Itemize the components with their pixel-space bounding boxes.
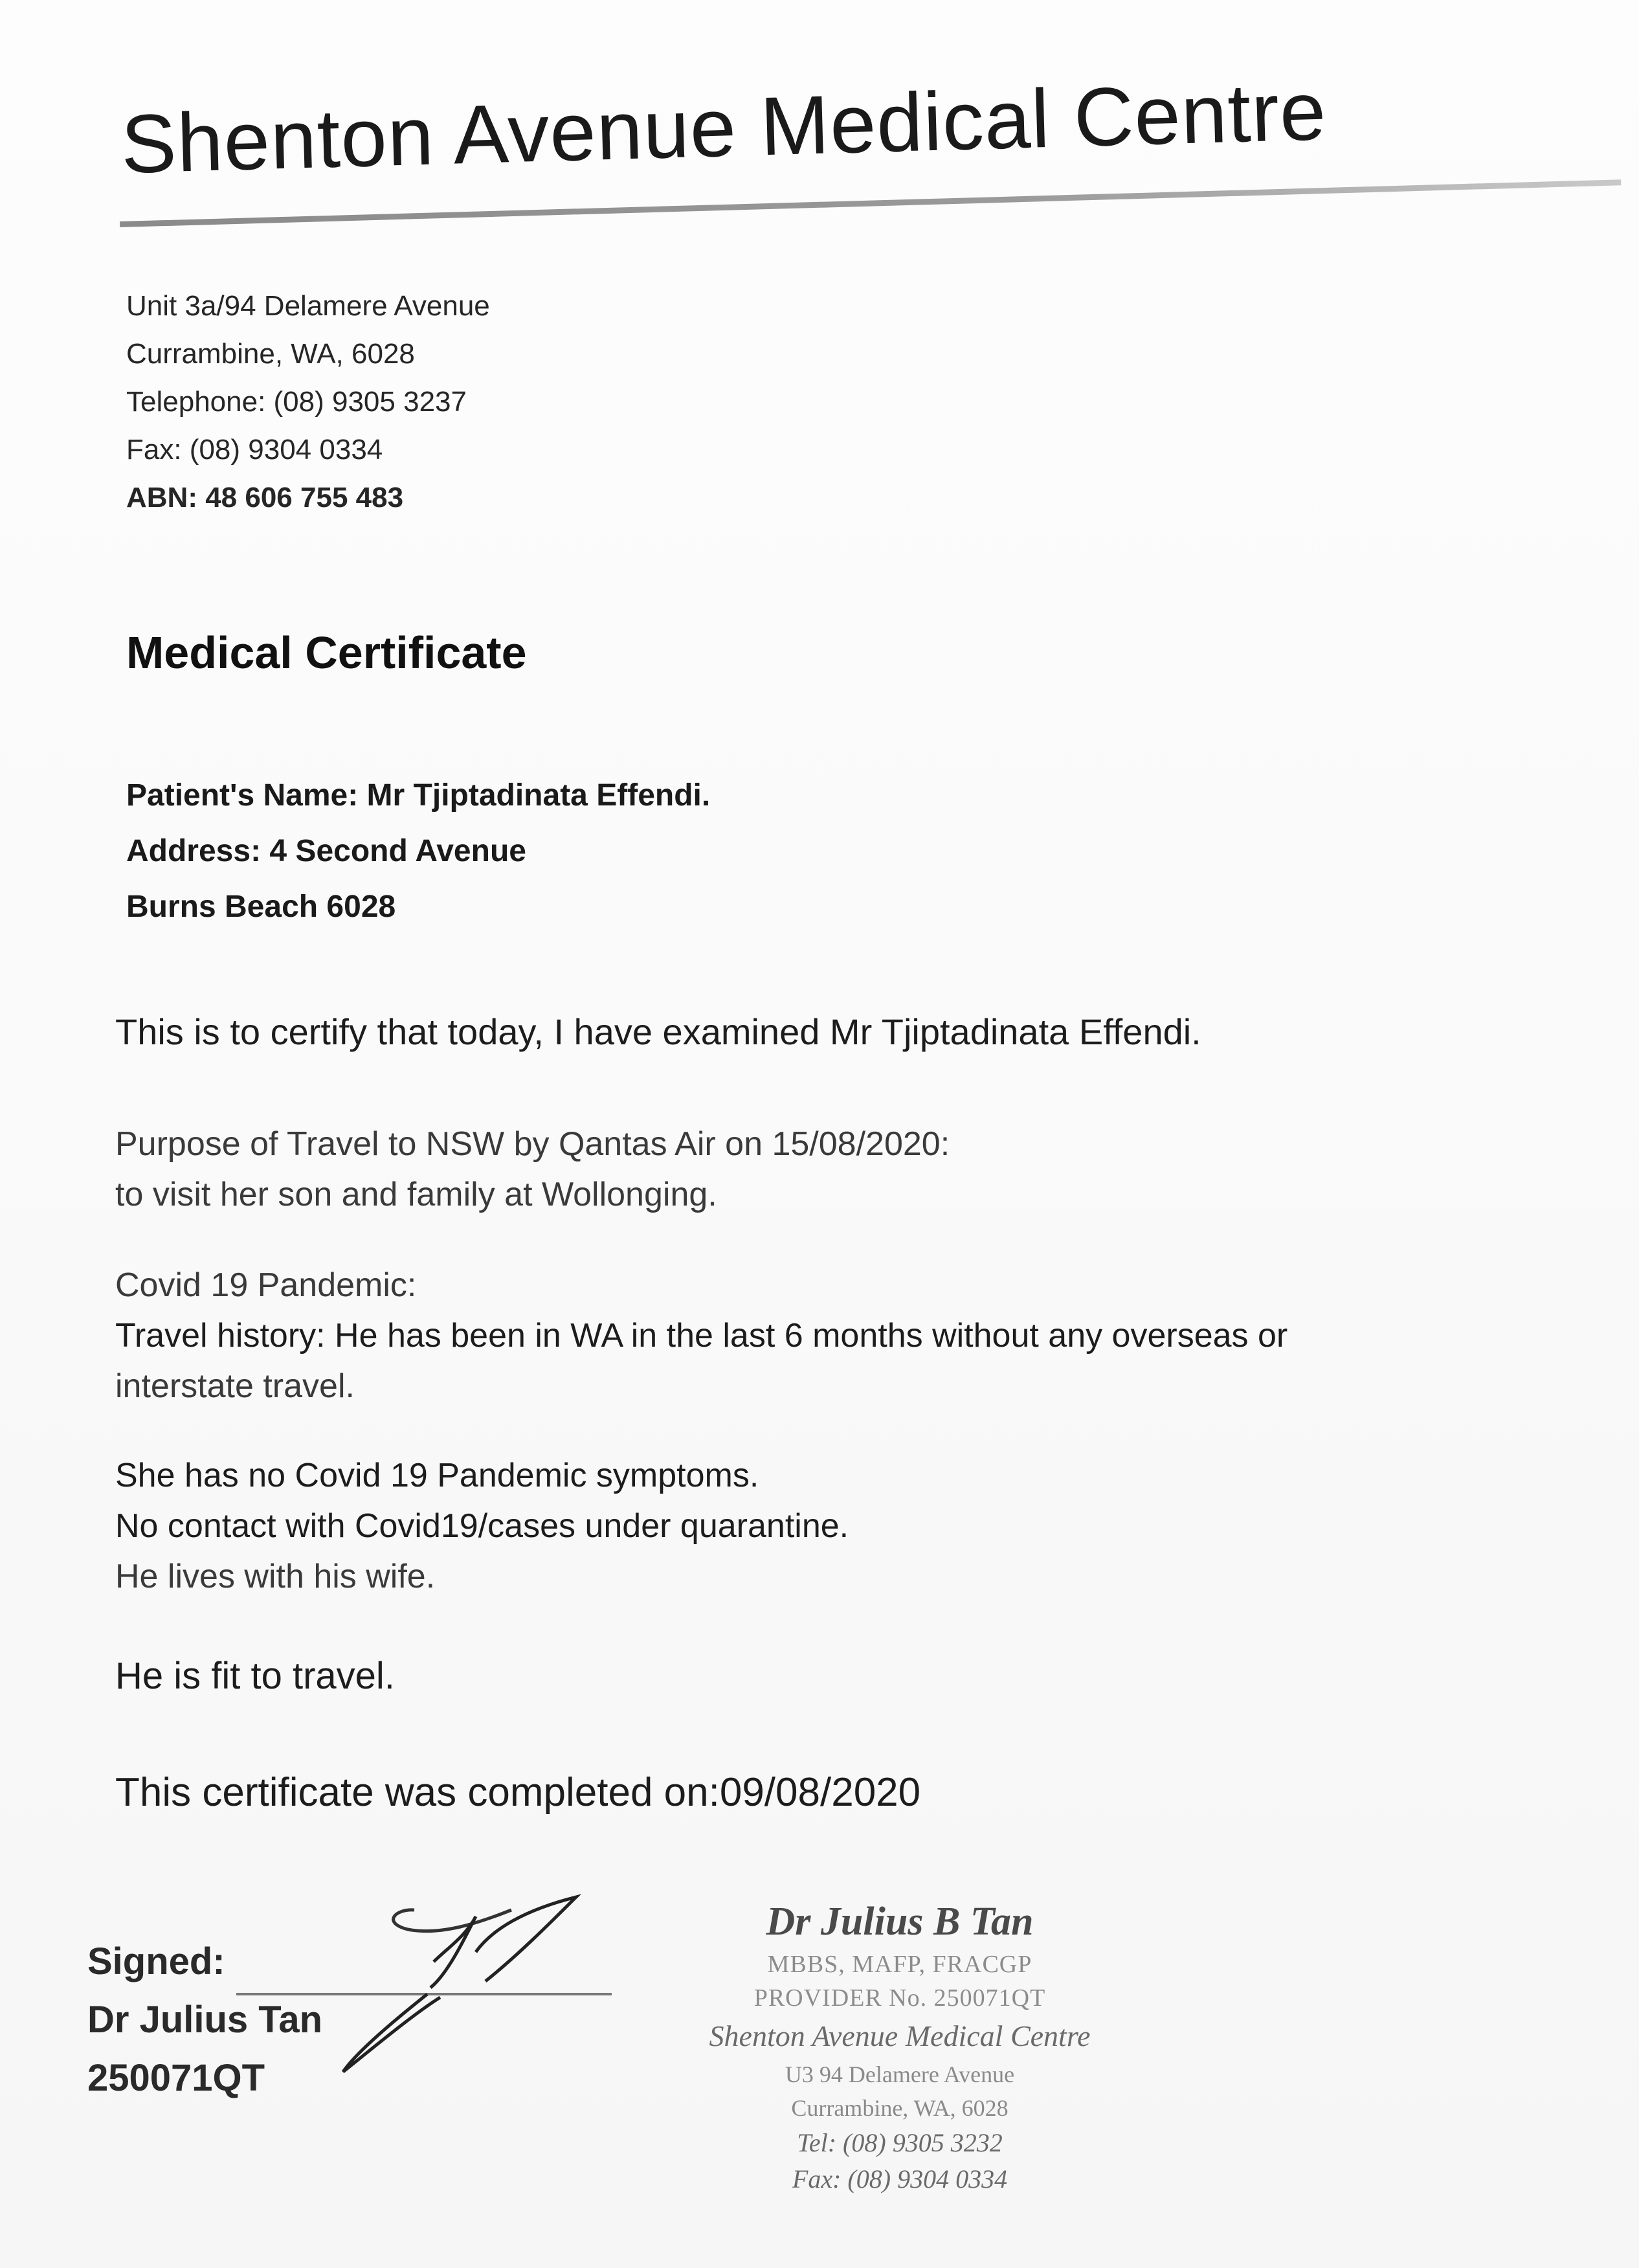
lives-with-line: He lives with his wife. xyxy=(115,1558,436,1595)
stamp-fax: Fax: (08) 9304 0334 xyxy=(792,2164,1008,2194)
patient-details xyxy=(126,768,710,935)
patient-address: Address: 4 Second Avenue xyxy=(126,834,526,868)
handwritten-signature xyxy=(337,1891,608,2078)
exam-statement xyxy=(115,1007,1572,1057)
covid-section xyxy=(115,1260,1572,1411)
symptoms-line: She has no Covid 19 Pandemic symptoms. xyxy=(115,1457,759,1494)
completion-date-text: This certificate was completed on:09/08/2020 xyxy=(115,1770,921,1815)
signing-doctor-name: Dr Julius Tan xyxy=(87,1999,323,2041)
clinic-address-line2: Currambine, WA, 6028 xyxy=(126,338,415,370)
purpose-line2: to visit her son and family at Wollonging. xyxy=(115,1176,717,1213)
exam-statement-text: This is to certify that today, I have examined Mr Tjiptadinata Effendi. xyxy=(115,1011,1201,1052)
covid-heading: Covid 19 Pandemic: xyxy=(115,1266,417,1304)
doctor-stamp xyxy=(602,1896,1198,2197)
stamp-address-line2: Currambine, WA, 6028 xyxy=(791,2095,1009,2121)
symptoms-section xyxy=(115,1450,1572,1602)
stamp-clinic: Shenton Avenue Medical Centre xyxy=(709,2019,1091,2052)
clinic-address-block xyxy=(126,282,490,522)
purpose-line1: Purpose of Travel to NSW by Qantas Air on 15/08/2020: xyxy=(115,1125,950,1163)
fit-statement-text: He is fit to travel. xyxy=(115,1655,395,1697)
signed-label: Signed: xyxy=(87,1940,225,1982)
stamp-provider: PROVIDER No. 250071QT xyxy=(753,1984,1046,2012)
fit-statement xyxy=(115,1651,1572,1701)
signing-provider-number: 250071QT xyxy=(87,2057,265,2099)
heading-rule xyxy=(120,179,1621,227)
contact-line: No contact with Covid19/cases under quarantine. xyxy=(115,1507,849,1545)
clinic-abn: ABN: 48 606 755 483 xyxy=(126,482,404,513)
signed-block xyxy=(87,1933,322,2107)
stamp-doctor: Dr Julius B Tan xyxy=(766,1900,1034,1944)
clinic-telephone: Telephone: (08) 9305 3237 xyxy=(126,386,467,418)
patient-suburb: Burns Beach 6028 xyxy=(126,890,396,924)
travel-purpose xyxy=(115,1119,1572,1220)
certificate-title: Medical Certificate xyxy=(126,627,527,678)
stamp-qualifications: MBBS, MAFP, FRACGP xyxy=(767,1951,1032,1978)
stamp-tel: Tel: (08) 9305 3232 xyxy=(797,2128,1003,2157)
stamp-address-line1: U3 94 Delamere Avenue xyxy=(785,2061,1015,2087)
completion-date xyxy=(115,1768,1572,1818)
clinic-name-heading: Shenton Avenue Medical Centre xyxy=(120,64,1328,191)
travel-history-line2: interstate travel. xyxy=(115,1367,355,1405)
patient-name: Patient's Name: Mr Tjiptadinata Effendi. xyxy=(126,778,711,813)
clinic-fax: Fax: (08) 9304 0334 xyxy=(126,434,383,466)
clinic-address-line1: Unit 3a/94 Delamere Avenue xyxy=(126,290,490,322)
travel-history-line1: Travel history: He has been in WA in the last 6 months without any overseas or xyxy=(115,1317,1288,1354)
